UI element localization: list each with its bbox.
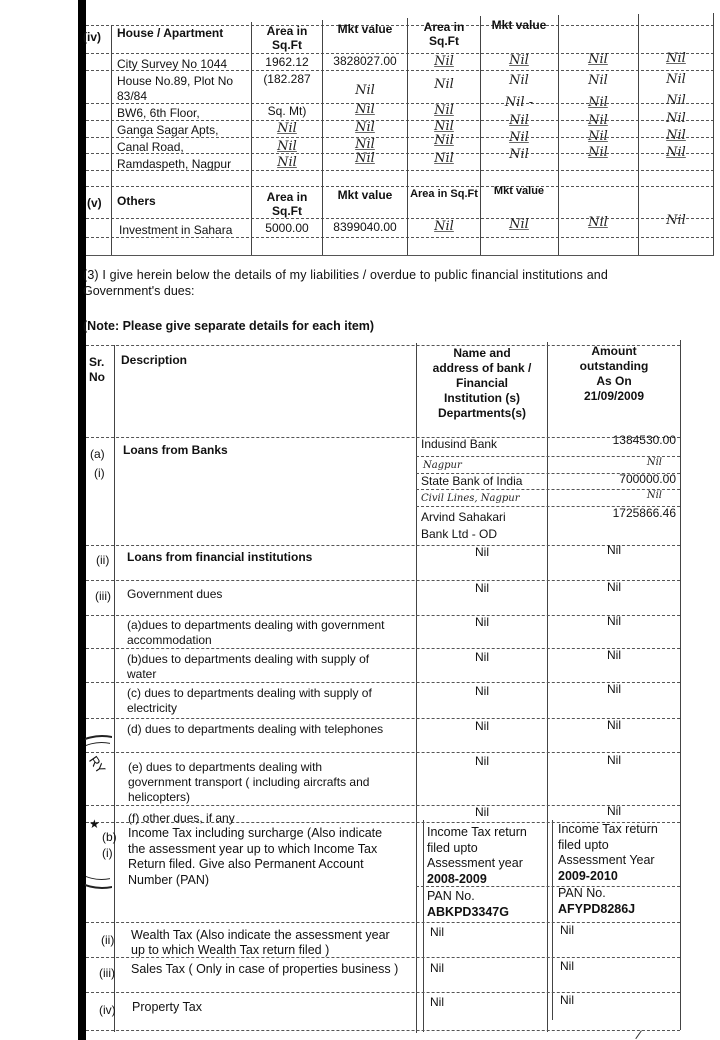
income-tax-return-col1: Income Tax return filed upto Assessment year 2008-2009	[427, 825, 527, 886]
handwritten-nil: Nil	[434, 119, 454, 134]
pan-number: AFYPD8286J	[558, 901, 636, 916]
handwritten-nil: Nil	[277, 139, 297, 154]
property-description: Ramdaspeth, Nagpur	[117, 157, 232, 171]
column-header: Mkt value	[491, 18, 547, 32]
pan-number: ABKPD3347G	[427, 904, 509, 919]
column-header: Area in Sq.Ft	[423, 20, 465, 48]
row-description: up to which Wealth Tax return filed )	[131, 943, 330, 957]
sr-no-header: Sr.	[89, 355, 105, 369]
sr-no-header: No	[89, 370, 105, 384]
amount: Nil	[607, 682, 621, 696]
handwritten-nil: Nil	[509, 130, 529, 145]
handwritten-nil: Nil	[666, 145, 686, 160]
row-description: Government dues	[127, 587, 223, 601]
row-description: Sales Tax ( Only in case of properties business )	[131, 962, 399, 976]
handwritten-nil: Nil	[666, 111, 686, 126]
sr-no: (i)	[94, 466, 105, 480]
handwritten-bank-address: Civil Lines, Nagpur	[421, 493, 520, 504]
handwritten-nil: Nil	[646, 457, 662, 468]
income-tax-description: Income Tax including surcharge (Also indicate the assessment year up to which Income Tax Return filed. Give also Permanent Account Number (PAN)	[128, 826, 383, 887]
handwritten-nil: Nil	[277, 121, 297, 136]
scan-edge-bar	[78, 0, 86, 1040]
pan-col1: PAN No. ABKPD3347G	[427, 889, 509, 919]
handwritten-nil: Nil	[434, 103, 454, 118]
row-description: government transport ( including aircrafts and	[128, 775, 370, 789]
area-value: 5000.00	[265, 221, 309, 235]
handwritten-nil: Nil	[355, 120, 375, 135]
bank-value: Nil	[475, 684, 489, 698]
property-description: Investment in Sahara	[119, 223, 233, 237]
income-tax-return-col2: Income Tax return filed upto Assessment Year 2009-2010	[558, 822, 658, 883]
handwritten-nil: Nil	[355, 83, 375, 98]
bank-value: Nil	[475, 545, 489, 559]
handwritten-nil: Nil	[509, 217, 529, 232]
amount: Nil	[607, 753, 621, 767]
amount: Nil	[607, 543, 621, 557]
sr-no: (ii)	[96, 553, 110, 567]
bank-value: Nil	[475, 805, 489, 819]
amount: Nil	[607, 614, 621, 628]
mkt-value: 8399040.00	[333, 220, 397, 234]
area-value: (182.287	[263, 72, 311, 86]
sr-no: (iii)	[99, 966, 115, 980]
row-description: (f) other dues, if any	[128, 811, 235, 825]
handwritten-nil: Nil	[355, 137, 375, 152]
property-description: BW6, 6th Floor,	[117, 106, 200, 120]
section-title: Others	[117, 194, 156, 208]
handwritten-nil: Nil	[666, 128, 686, 143]
column-header: Area in Sq.Ft	[266, 190, 308, 218]
section-label: (v)	[87, 196, 102, 210]
handwritten-nil: Nil	[434, 219, 454, 234]
row-description: Loans from financial institutions	[127, 550, 313, 564]
section-label: (iv)	[83, 30, 101, 44]
handwritten-nil: Nil	[277, 155, 297, 170]
bank-value: Nil	[430, 961, 444, 975]
bank-name: Indusind Bank	[421, 437, 498, 451]
property-description: 83/84	[117, 89, 148, 103]
bank-value: Nil	[430, 995, 444, 1009]
star-icon: ★	[89, 817, 100, 831]
handwritten-nil: Nil	[646, 490, 662, 501]
handwritten-nil: Nil	[588, 145, 608, 160]
handwritten-nil: Nil	[666, 93, 686, 108]
column-header: Mkt value	[337, 22, 393, 36]
handwritten-nil: Nil -	[504, 95, 534, 110]
property-description: Ganga Sagar Apts,	[117, 123, 219, 137]
section-title: House / Apartment	[117, 26, 224, 40]
handwritten-nil: Nil	[434, 77, 454, 92]
area-value: 1962.12	[265, 55, 309, 69]
sr-no: (i)	[102, 846, 113, 860]
handwritten-nil: Nil	[588, 95, 608, 110]
intro-line-1: (3) I give herein below the details of my liabilities / overdue to public financial institutions and	[83, 268, 608, 282]
sr-no: (b)	[102, 830, 117, 844]
row-description: (e) dues to departments dealing with	[128, 760, 323, 774]
row-description: (a)dues to departments dealing with government	[127, 618, 385, 632]
handwritten-nil: Nil	[588, 129, 608, 144]
stamp-text: RY	[86, 753, 109, 777]
handwritten-nil: Nil	[509, 113, 529, 128]
property-description: House No.89, Plot No	[117, 74, 234, 88]
handwritten-nil: Nil	[666, 72, 686, 87]
handwritten-nil: Nil	[434, 151, 454, 166]
bank-value: Nil	[475, 754, 489, 768]
column-header: Mkt value	[493, 185, 545, 197]
bank-name: State Bank of India	[421, 474, 523, 488]
column-header: Mkt value	[337, 188, 393, 202]
handwritten-nil: Nil	[434, 54, 454, 69]
handwritten-nil: Nil	[509, 147, 529, 162]
handwritten-nil: Nil	[588, 215, 608, 230]
assessment-year: 2008-2009	[427, 871, 487, 886]
property-description: City Survey No 1044	[117, 57, 228, 71]
handwritten-bank-address: Nagpur	[423, 460, 462, 471]
amount: Nil	[560, 923, 574, 937]
handwritten-nil: Nil	[666, 213, 686, 228]
pan-col2: PAN No. AFYPD8286J	[558, 886, 636, 916]
column-header: Area in Sq.Ft	[410, 188, 478, 200]
handwritten-nil: Nil	[666, 51, 686, 66]
amount: Nil	[607, 580, 621, 594]
bank-value: Nil	[475, 719, 489, 733]
row-description: electricity	[127, 701, 178, 715]
amount: Nil	[607, 648, 621, 662]
amount: 700000.00	[619, 472, 676, 486]
assessment-year: 2009-2010	[558, 868, 618, 883]
bank-name: Arvind Sahakari	[421, 510, 506, 524]
handwritten-nil: Nil	[434, 133, 454, 148]
amount: 1725866.46	[612, 506, 676, 520]
handwritten-nil: Nil	[588, 113, 608, 128]
pen-mark	[635, 1030, 642, 1039]
handwritten-nil: Nil	[509, 73, 529, 88]
sr-no: (a)	[90, 447, 105, 461]
amount-header: Amount outstanding As On 21/09/2009	[579, 344, 649, 403]
handwritten-nil: Nil	[588, 52, 608, 67]
amount: Nil	[607, 804, 621, 818]
row-description: (d) dues to departments dealing with telephones	[127, 722, 384, 736]
liabilities-intro	[83, 267, 713, 299]
bank-value: Nil	[475, 650, 489, 664]
property-description: Canal Road,	[117, 140, 184, 154]
handwritten-nil: Nil	[509, 53, 529, 68]
row-description: (b)dues to departments dealing with supply of	[127, 652, 370, 666]
sr-no: (iii)	[95, 589, 111, 603]
row-description: accommodation	[127, 633, 212, 647]
amount: Nil	[560, 959, 574, 973]
intro-line-2: Government's dues:	[83, 284, 195, 298]
handwritten-nil: Nil	[588, 73, 608, 88]
bank-name: Bank Ltd - OD	[421, 527, 498, 541]
bank-header: Name and address of bank / Financial Institution (s) Departments(s)	[432, 346, 532, 420]
sr-no: (ii)	[101, 933, 115, 947]
sr-no: (iv)	[99, 1003, 116, 1017]
bank-value: Nil	[475, 615, 489, 629]
handwritten-nil: Nil	[355, 151, 375, 166]
row-description: helicopters)	[128, 790, 191, 804]
note: (Note: Please give separate details for each item)	[83, 319, 375, 333]
row-description: Loans from Banks	[123, 443, 228, 457]
row-description: Wealth Tax (Also indicate the assessment year	[131, 928, 390, 942]
amount: Nil	[560, 993, 574, 1007]
row-description: water	[127, 667, 157, 681]
handwritten-nil: Nil	[355, 102, 375, 117]
row-description: Property Tax	[132, 1000, 202, 1014]
area-value: Sq. Mt)	[267, 104, 307, 118]
amount: 1384530.00	[612, 433, 676, 447]
bank-value: Nil	[430, 925, 444, 939]
mkt-value: 3828027.00	[333, 54, 397, 68]
amount: Nil	[607, 718, 621, 732]
row-description: (c) dues to departments dealing with supply of	[127, 686, 372, 700]
bank-value: Nil	[475, 581, 489, 595]
description-header: Description	[121, 353, 188, 367]
column-header: Area in Sq.Ft	[266, 24, 308, 52]
